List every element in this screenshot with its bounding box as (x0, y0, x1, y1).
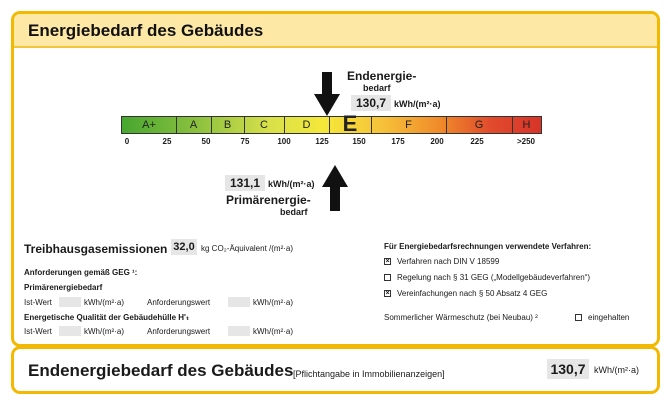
class-a: A (189, 119, 198, 131)
class-g: G (474, 119, 484, 131)
procedure-label: Verfahren nach DIN V 18599 (397, 257, 500, 266)
class-d: D (302, 119, 311, 131)
anforderungswert-label: Anforderungswert (147, 327, 211, 336)
scale-tick-label: 125 (315, 137, 329, 146)
end-energy-unit: kWh/(m²·a) (394, 99, 441, 109)
class-e-highlight: E (342, 111, 358, 136)
envelope-heading: Energetische Qualität der Gebäudehülle H'ₜ (24, 313, 190, 322)
end-energy-label: Endenergie- (347, 69, 417, 83)
checkbox-din-18599: × (385, 258, 390, 265)
scale-tick-label: >250 (516, 137, 536, 146)
scale-tick-label: 200 (430, 137, 444, 146)
footer-unit: kWh/(m²·a) (594, 365, 639, 375)
energy-efficiency-scale (121, 111, 542, 136)
requirements-heading: Anforderungen gemäß GEG ¹: (24, 268, 138, 277)
class-b: B (223, 119, 232, 131)
unit-label: kWh/(m²·a) (253, 327, 293, 336)
scale-tick-label: 175 (391, 137, 405, 146)
procedure-label: Regelung nach § 31 GEG („Modellgebäudeverfahren“) (397, 273, 591, 282)
summer-protection-label: Sommerlicher Wärmeschutz (bei Neubau) ² (384, 313, 538, 322)
ghg-value: 32,0 (171, 239, 197, 255)
primary-energy-arrow-icon (322, 165, 348, 211)
class-a-plus: A+ (142, 119, 156, 131)
footer-title: Endenergiebedarf des Gebäudes (28, 361, 294, 380)
class-f: F (405, 119, 412, 131)
primary-energy-unit: kWh/(m²·a) (268, 179, 315, 189)
primary-energy-label: Primärenergie- (226, 193, 311, 207)
procedures-heading: Für Energiebedarfsrechnungen verwendete Verfahren: (384, 242, 592, 251)
anforderungswert-label: Anforderungswert (147, 298, 211, 307)
summer-protection-result: eingehalten (588, 313, 630, 322)
anforderungswert-field (228, 297, 250, 307)
footer-note: [Pflichtangabe in Immobilienanzeigen] (293, 369, 445, 379)
checkbox-summer-protection (575, 314, 582, 321)
panel-header (14, 14, 657, 48)
checkbox-modellgebaeude (384, 274, 391, 281)
scale-tick-label: 150 (352, 137, 366, 146)
scale-tick-label: 25 (162, 137, 172, 146)
unit-label: kWh/(m²·a) (84, 327, 124, 336)
scale-tick-label: 100 (277, 137, 291, 146)
primary-demand-heading: Primärenergiebedarf (24, 283, 103, 292)
scale-tick-label: 50 (201, 137, 211, 146)
end-energy-value: 130,7 (351, 95, 391, 111)
final-energy-footer (11, 346, 660, 394)
ghg-unit: kg CO₂-Äquivalent /(m²·a) (201, 244, 294, 253)
scale-tick-label: 225 (470, 137, 484, 146)
ist-wert-label: Ist-Wert (24, 327, 52, 336)
end-energy-arrow-icon (314, 72, 340, 116)
page-title: Energiebedarf des Gebäudes (28, 21, 264, 40)
anforderungswert-field (228, 326, 250, 336)
footer-value: 130,7 (547, 359, 589, 379)
primary-energy-label-2: bedarf (280, 207, 308, 217)
scale-tick-label: 75 (240, 137, 250, 146)
ist-wert-field (59, 326, 81, 336)
primary-energy-value: 131,1 (225, 175, 265, 191)
scale-tick-label: 0 (124, 137, 130, 146)
procedure-label: Vereinfachungen nach § 50 Absatz 4 GEG (397, 289, 548, 298)
end-energy-label-2: bedarf (363, 83, 391, 93)
checkbox-vereinfachungen: × (385, 290, 390, 297)
ist-wert-label: Ist-Wert (24, 298, 52, 307)
unit-label: kWh/(m²·a) (253, 298, 293, 307)
class-c: C (260, 119, 268, 131)
ist-wert-field (59, 297, 81, 307)
ghg-label: Treibhausgasemissionen (24, 242, 168, 256)
class-h: H (522, 119, 531, 131)
unit-label: kWh/(m²·a) (84, 298, 124, 307)
